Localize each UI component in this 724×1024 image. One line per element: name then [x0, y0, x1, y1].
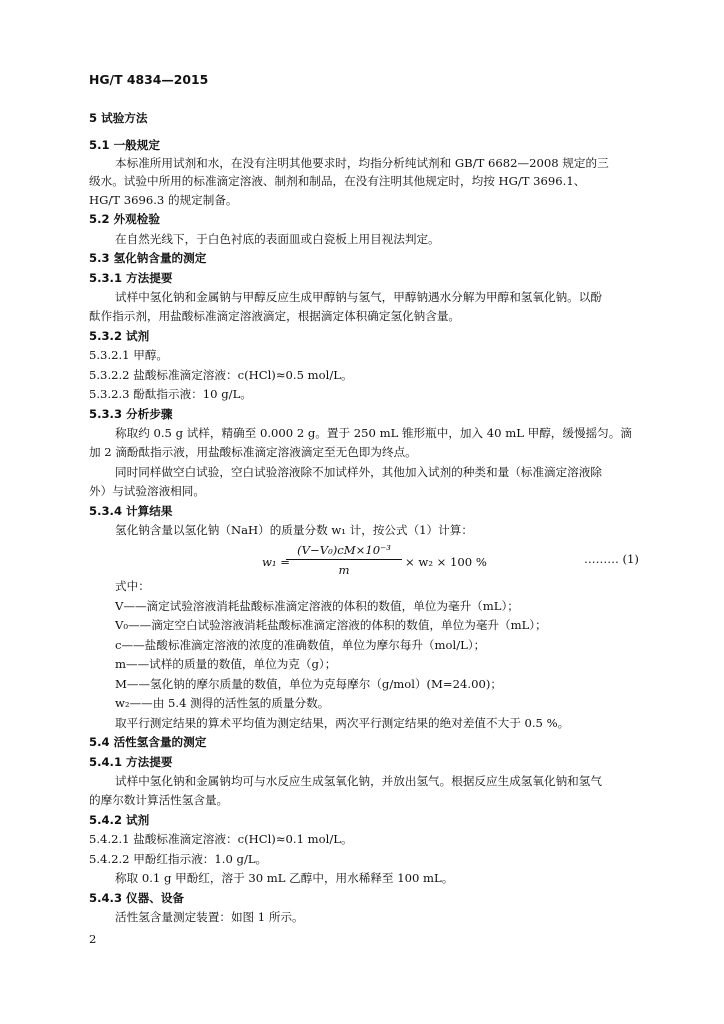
section-5-3-2-heading: 5.3.2 试剂 [89, 329, 150, 343]
paragraph-line: 级水。试验中所用的标准滴定溶液、制剂和制品，在没有注明其他规定时，均按 HG/T 3696.1、 [89, 174, 586, 188]
paragraph-line: 称取约 0.5 g 试样，精确至 0.000 2 g。置于 250 mL 锥形瓶中，加入 40 mL 甲醇，缓慢摇匀。滴 [115, 426, 632, 440]
section-5-4-3-heading: 5.4.3 仪器、设备 [89, 891, 185, 905]
where-label: 式中： [115, 579, 150, 593]
paragraph-line: HG/T 3696.3 的规定制备。 [89, 193, 238, 207]
paragraph-line: 同时同样做空白试验，空白试验溶液除不加试样外，其他加入试剂的种类和量（标准滴定溶液除 [115, 465, 602, 479]
paragraph-line: 氢化钠含量以氢化钠（NaH）的质量分数 w₁ 计，按公式（1）计算： [115, 523, 473, 537]
clause-line: 5.3.2.2 盐酸标准滴定溶液：c(HCl)≈0.5 mol/L。 [89, 368, 353, 382]
formula-number: ……… (1) [584, 552, 639, 566]
section-5-1-heading: 5.1 一般规定 [89, 138, 160, 152]
page-number: 2 [89, 932, 97, 946]
paragraph-line: 的摩尔数计算活性氢含量。 [89, 793, 229, 807]
paragraph-line: 试样中氢化钠和金属钠均可与水反应生成氢氧化钠，并放出氢气。根据反应生成氢氧化钠和氢气 [115, 774, 602, 788]
section-5-3-heading: 5.3 氢化钠含量的测定 [89, 251, 207, 265]
section-5-2-heading: 5.2 外观检验 [89, 212, 160, 226]
paragraph-line: 外）与试验溶液相同。 [89, 484, 205, 498]
paragraph-line: 称取 0.1 g 甲酚红，溶于 30 mL 乙醇中，用水稀释至 100 mL。 [115, 871, 454, 885]
section-5-3-1-heading: 5.3.1 方法提要 [89, 271, 173, 285]
formula-lhs: w₁ = [262, 555, 290, 569]
variable-definition: V₀——滴定空白试验溶液消耗盐酸标准滴定溶液的体积的数值，单位为毫升（mL）； [115, 618, 547, 632]
section-5-3-4-heading: 5.3.4 计算结果 [89, 504, 173, 518]
paragraph-line: 酞作指示剂，用盐酸标准滴定溶液滴定，根据滴定体积确定氢化钠含量。 [89, 309, 461, 323]
paragraph-line: 取平行测定结果的算术平均值为测定结果，两次平行测定结果的绝对差值不大于 0.5 %。 [115, 716, 570, 730]
section-5-4-heading: 5.4 活性氢含量的测定 [89, 735, 207, 749]
paragraph-line: 本标准所用试剂和水，在没有注明其他要求时，均指分析纯试剂和 GB/T 6682—2008 规定的三 [115, 156, 609, 170]
formula-numerator: (V−V₀)cM×10⁻³ [286, 543, 402, 560]
section-5-4-1-heading: 5.4.1 方法提要 [89, 755, 173, 769]
section-5-4-2-heading: 5.4.2 试剂 [89, 813, 150, 827]
section-5-3-3-heading: 5.3.3 分析步骤 [89, 407, 173, 421]
formula-rhs: × w₂ × 100 % [405, 555, 487, 569]
formula-fraction [286, 543, 402, 577]
variable-definition: V——滴定试验溶液消耗盐酸标准滴定溶液的体积的数值，单位为毫升（mL）； [115, 599, 519, 613]
clause-line: 5.3.2.1 甲醇。 [89, 348, 169, 362]
clause-line: 5.3.2.3 酚酞指示液：10 g/L。 [89, 387, 252, 401]
variable-definition: M——氢化钠的摩尔质量的数值，单位为克每摩尔（g/mol）(M=24.00)； [115, 677, 502, 691]
variable-definition: w₂——由 5.4 测得的活性氢的质量分数。 [115, 696, 330, 710]
variable-definition: m——试样的质量的数值，单位为克（g）； [115, 657, 337, 671]
formula-denominator: m [338, 563, 350, 577]
paragraph-line: 在自然光线下，于白色衬底的表面皿或白瓷板上用目视法判定。 [115, 232, 440, 246]
section-5-heading: 5 试验方法 [89, 111, 148, 125]
paragraph-line: 加 2 滴酚酞指示液，用盐酸标准滴定溶液滴定至无色即为终点。 [89, 445, 417, 459]
clause-line: 5.4.2.1 盐酸标准滴定溶液：c(HCl)≈0.1 mol/L。 [89, 832, 353, 846]
clause-line: 5.4.2.2 甲酚红指示液：1.0 g/L。 [89, 852, 268, 866]
variable-definition: c——盐酸标准滴定溶液的浓度的准确数值，单位为摩尔每升（mol/L）； [115, 638, 486, 652]
paragraph-line: 试样中氢化钠和金属钠与甲醇反应生成甲醇钠与氢气，甲醇钠遇水分解为甲醇和氢氧化钠。以酚 [115, 290, 602, 304]
document-code: HG/T 4834—2015 [89, 72, 209, 87]
paragraph-line: 活性氢含量测定装置：如图 1 所示。 [115, 910, 304, 924]
